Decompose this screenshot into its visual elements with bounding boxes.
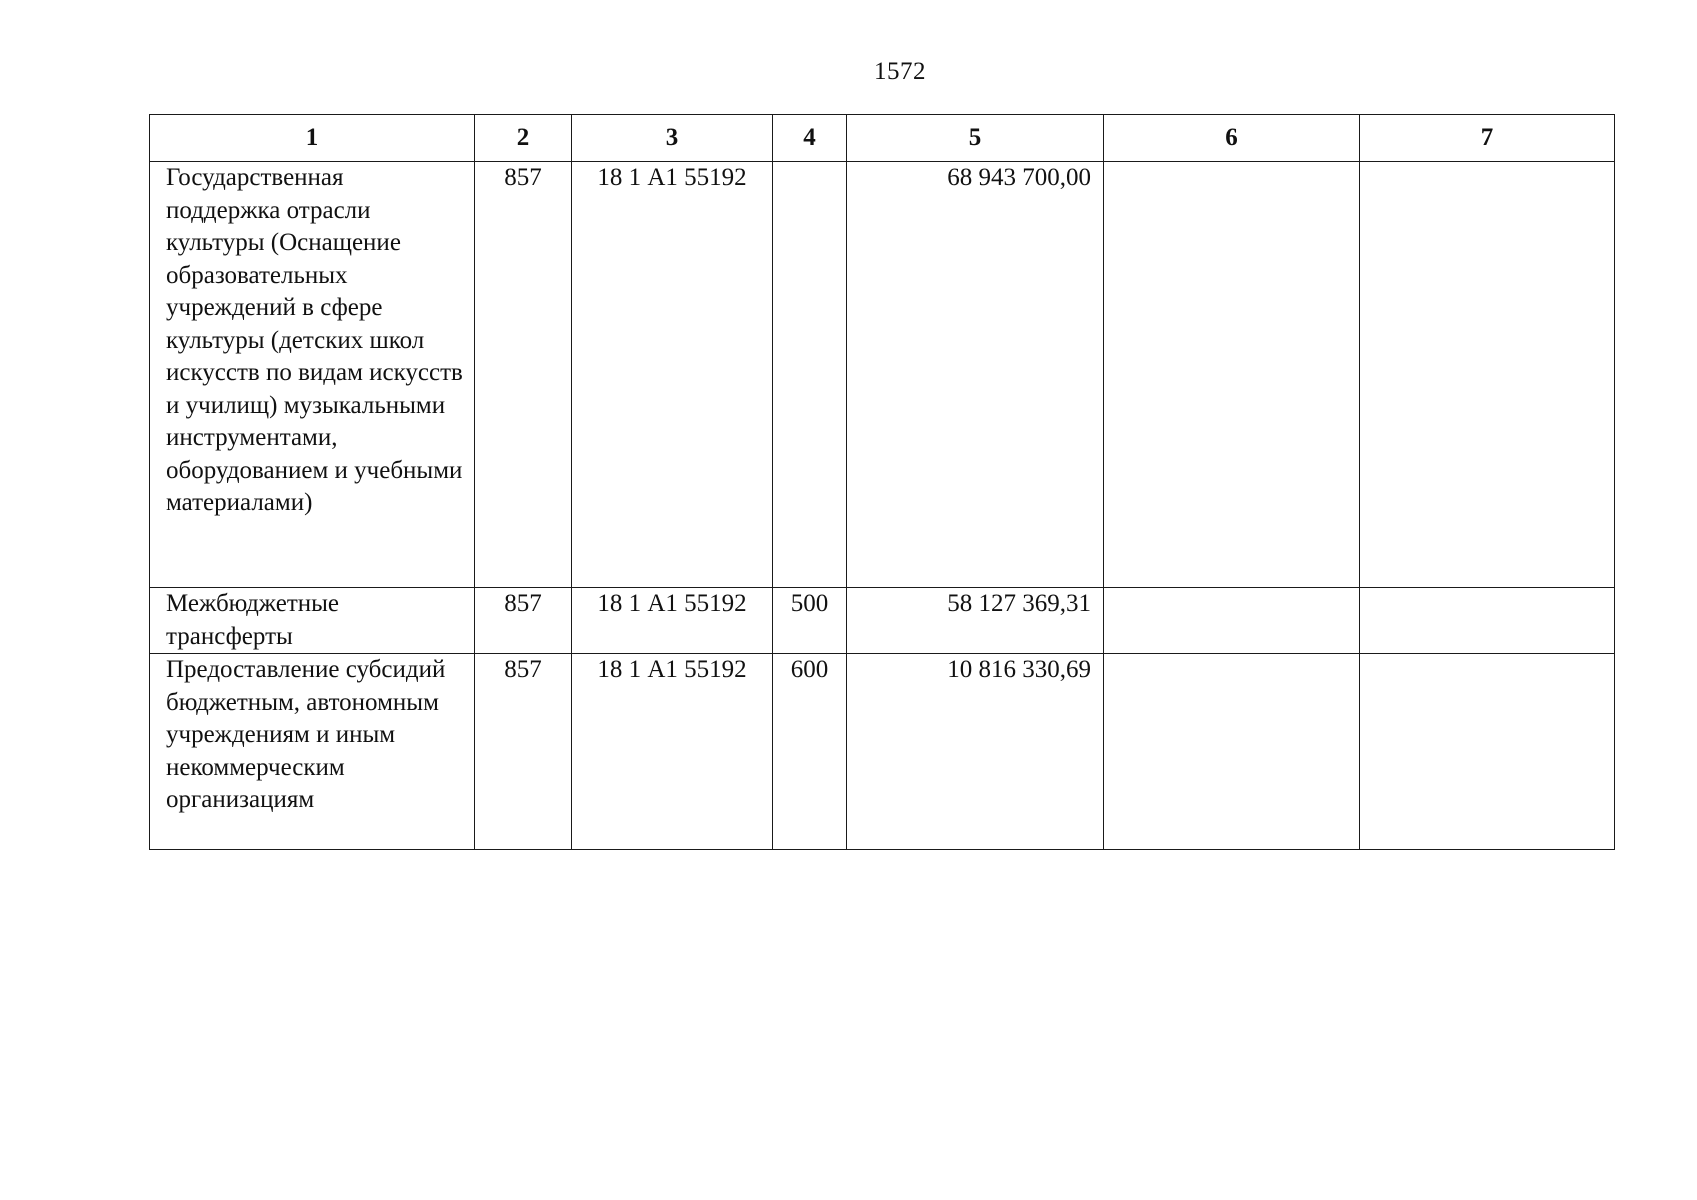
row-amount-cell: 10 816 330,69 [847, 654, 1104, 850]
header-row [150, 115, 1615, 162]
table-row [150, 654, 1615, 850]
header-col-5: 5 [847, 115, 1104, 162]
row-expense-type-cell: 500 [773, 588, 847, 654]
row-col6-cell [1104, 162, 1360, 588]
row-code-cell: 857 [475, 162, 572, 588]
row-name-cell: Предоставление субсидий бюджетным, автономным учреждениям и иным некоммерческим организациям [150, 654, 475, 850]
row-amount-cell: 58 127 369,31 [847, 588, 1104, 654]
header-col-4: 4 [773, 115, 847, 162]
row-col7-cell [1360, 162, 1615, 588]
row-code-cell: 857 [475, 588, 572, 654]
table-row [150, 588, 1615, 654]
header-col-3: 3 [572, 115, 773, 162]
row-target-article-cell: 18 1 А1 55192 [572, 162, 773, 588]
table-row [150, 162, 1615, 588]
row-col7-cell [1360, 654, 1615, 850]
row-code-cell: 857 [475, 654, 572, 850]
row-expense-type-cell: 600 [773, 654, 847, 850]
page-number: 1572 [874, 58, 926, 85]
row-expense-type-cell [773, 162, 847, 588]
row-name-cell: Государственная поддержка отрасли культуры (Оснащение образовательных учреждений в сфере культуры (детских школ искусств по видам искусств и училищ) музыкальными инструментами, оборудованием и учебными материалами) [150, 162, 475, 588]
header-col-1: 1 [150, 115, 475, 162]
row-col6-cell [1104, 588, 1360, 654]
row-target-article-cell: 18 1 А1 55192 [572, 588, 773, 654]
row-amount-cell: 68 943 700,00 [847, 162, 1104, 588]
header-col-2: 2 [475, 115, 572, 162]
row-name-cell: Межбюджетные трансферты [150, 588, 475, 654]
header-col-7: 7 [1360, 115, 1615, 162]
header-col-6: 6 [1104, 115, 1360, 162]
budget-table [149, 114, 1615, 850]
row-target-article-cell: 18 1 А1 55192 [572, 654, 773, 850]
row-col6-cell [1104, 654, 1360, 850]
row-col7-cell [1360, 588, 1615, 654]
